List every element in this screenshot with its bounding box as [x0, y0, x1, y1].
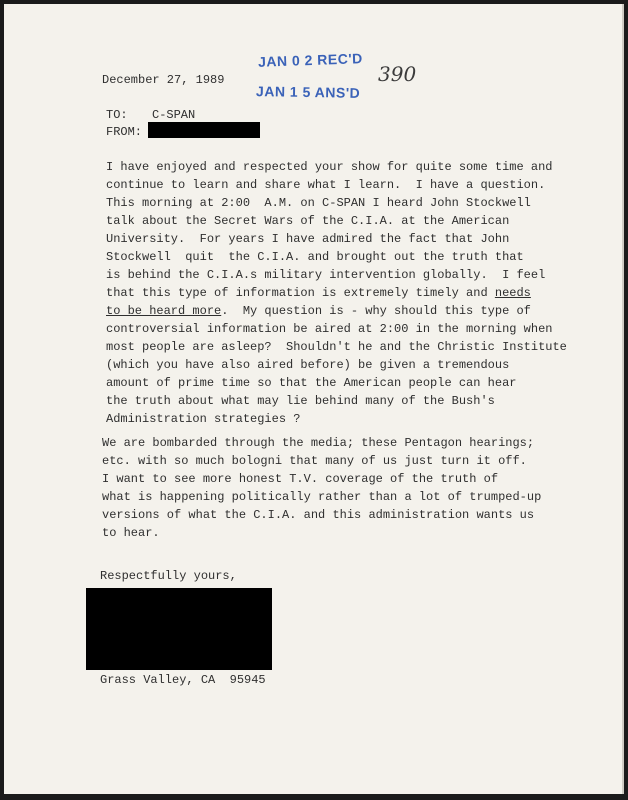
- body-line: versions of what the C.I.A. and this administration wants us: [102, 508, 535, 522]
- to-label: TO:: [106, 108, 128, 122]
- body-paragraph-2: [102, 434, 572, 542]
- body-line: [106, 284, 576, 302]
- body-line: I want to see more honest T.V. coverage of the truth of: [102, 472, 499, 486]
- underlined-needs: needs: [494, 286, 531, 300]
- body-line: etc. with so much bologni that many of us just turn it off.: [102, 454, 527, 468]
- answered-stamp: JAN 1 5 ANS'D: [255, 83, 361, 101]
- body-line: talk about the Secret Wars of the C.I.A. at the American: [106, 214, 510, 228]
- body-line: [106, 302, 576, 320]
- body-line: This morning at 2:00 A.M. on C-SPAN I heard John Stockwell: [106, 196, 531, 210]
- body-line: Administration strategies ?: [106, 412, 301, 426]
- body-line: the truth about what may lie behind many of the Bush's: [106, 394, 495, 408]
- body-line-text: . My question is - why should this type of: [221, 304, 531, 318]
- body-line: I have enjoyed and respected your show for quite some time and: [106, 160, 553, 174]
- body-paragraph-1: [106, 158, 576, 428]
- letter-page: [4, 4, 624, 794]
- from-label: FROM:: [106, 125, 143, 139]
- body-line: controversial information be aired at 2:00 in the morning when: [106, 322, 553, 336]
- closing: Respectfully yours,: [100, 569, 237, 583]
- body-line: what is happening politically rather than a lot of trumped-up: [102, 490, 542, 504]
- body-line: is behind the C.I.A.s military intervention globally. I feel: [106, 268, 546, 282]
- underlined-to-be-heard-more: to be heard more: [106, 304, 222, 318]
- body-line: amount of prime time so that the American people can hear: [106, 376, 517, 390]
- sender-location: Grass Valley, CA 95945: [100, 673, 266, 687]
- body-line: to hear.: [102, 526, 160, 540]
- body-line: (which you have also aired before) be given a tremendous: [106, 358, 510, 372]
- body-line-text: that this type of information is extremely timely and: [106, 286, 495, 300]
- body-line: continue to learn and share what I learn. I have a question.: [106, 178, 546, 192]
- received-stamp: JAN 0 2 REC'D: [257, 50, 363, 70]
- letter-date: December 27, 1989: [102, 73, 225, 87]
- body-line: University. For years I have admired the fact that John: [106, 232, 510, 246]
- to-value: C-SPAN: [152, 108, 196, 122]
- from-redaction: [148, 122, 260, 138]
- body-line: most people are asleep? Shouldn't he and the Christic Institute: [106, 340, 567, 354]
- handwritten-number: 390: [378, 62, 417, 86]
- body-line: Stockwell quit the C.I.A. and brought out the truth that: [106, 250, 524, 264]
- body-line: We are bombarded through the media; these Pentagon hearings;: [102, 436, 535, 450]
- signature-redaction: [86, 588, 272, 670]
